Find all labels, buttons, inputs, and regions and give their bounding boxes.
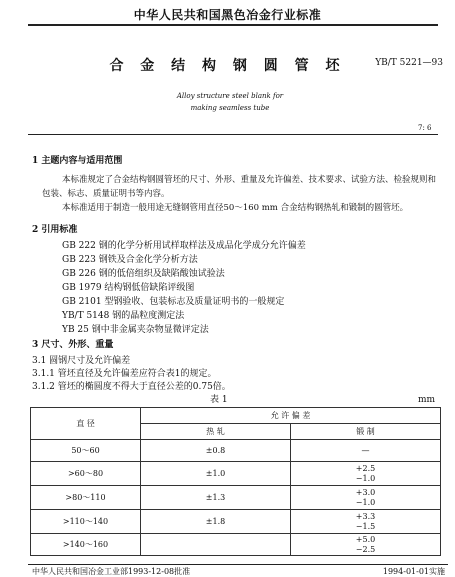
ref-item: GB 222 钢的化学分析用试样取样法及成品化学成分允许偏差	[62, 241, 306, 251]
org-title: 中华人民共和国黑色冶金行业标准	[133, 8, 322, 22]
english-title	[130, 90, 330, 114]
cell-size: >110～140	[31, 510, 141, 534]
ref-item: GB 2101 型钢验收、包装标志及质量证明书的一般规定	[62, 297, 285, 307]
cell-forged-upper: +5.0	[355, 534, 376, 544]
table-header-allowance: 允 许 偏 差	[141, 408, 441, 424]
cell-rolled: ±1.8	[141, 510, 291, 534]
table-row	[31, 534, 441, 556]
footer	[0, 566, 455, 576]
table-header-forged: 锻 制	[291, 424, 441, 440]
cell-forged-lower: −1.5	[355, 521, 376, 531]
english-title-line1: Alloy structure steel blank for	[176, 92, 284, 100]
diameter-tolerance-table	[30, 407, 441, 556]
cell-size: >60～80	[31, 462, 141, 486]
footer-rule	[28, 564, 448, 565]
ref-item: GB 226 钢的低倍组织及缺陷酸蚀试验法	[62, 269, 225, 279]
cell-rolled	[141, 534, 291, 556]
section-1-para-1a: 本标准规定了合金结构钢圆管坯的尺寸、外形、重量及允许偏差、技术要求、试验方法、检验规则和	[62, 175, 437, 185]
table-row	[31, 510, 441, 534]
cell-forged	[291, 486, 441, 510]
english-title-line2: making seamless tube	[190, 104, 270, 112]
table-unit: mm	[418, 395, 436, 405]
cell-forged-lower: −2.5	[355, 544, 376, 554]
section-1-para-1b: 包装、标志、质量证明书等内容。	[42, 189, 170, 199]
ref-item: GB 1979 结构钢低倍缺陷评级图	[62, 283, 195, 293]
table-caption: 表 1	[210, 395, 228, 405]
cell-size: >140～160	[31, 534, 141, 556]
cell-size: >80～110	[31, 486, 141, 510]
table-header-size: 直 径	[31, 408, 141, 440]
table-row	[31, 440, 441, 462]
cell-rolled: ±0.8	[141, 440, 291, 462]
margin-mark: 7: 6	[418, 124, 432, 132]
ref-item: GB 223 钢铁及合金化学分析方法	[62, 255, 198, 265]
standard-number: YB/T 5221—93	[375, 58, 443, 68]
section-1-heading: 1 主题内容与适用范围	[32, 156, 123, 166]
cell-forged-lower: −1.0	[355, 497, 376, 507]
header-rule	[28, 24, 438, 26]
ref-item: YB 25 钢中非金属夹杂物显微评定法	[62, 325, 209, 335]
table-row	[31, 462, 441, 486]
table-header-rolled: 热 轧	[141, 424, 291, 440]
section-1-para-2: 本标准适用于制造一般用途无缝钢管用直径50～160 mm 合金结构钢热轧和锻制的圆管坯。	[62, 203, 409, 213]
ref-item: YB/T 5148 钢的晶粒度测定法	[62, 311, 185, 321]
cell-forged-lower: −1.0	[355, 473, 376, 483]
cell-forged-upper: +3.3	[355, 511, 376, 521]
cell-forged	[291, 534, 441, 556]
table-row	[31, 486, 441, 510]
cell-forged-upper: +2.5	[355, 463, 376, 473]
implementation-date: 1994-01-01实施	[382, 567, 445, 576]
cell-rolled: ±1.3	[141, 486, 291, 510]
cell-forged	[291, 440, 441, 462]
title-rule	[28, 134, 438, 135]
section-3-heading: 3 尺寸、外形、重量	[32, 340, 114, 350]
section-2-heading: 2 引用标准	[32, 225, 78, 235]
clause-3-1-1: 3.1.1 管坯直径及允许偏差应符合表1的规定。	[32, 369, 217, 379]
document-title: 合 金 结 构 钢 圆 管 坯	[109, 58, 346, 74]
cell-rolled: ±1.0	[141, 462, 291, 486]
cell-forged	[291, 510, 441, 534]
cell-forged-upper: —	[361, 445, 370, 455]
approval-text: 中华人民共和国冶金工业部1993-12-08批准	[32, 567, 191, 576]
cell-forged	[291, 462, 441, 486]
cell-forged-upper: +3.0	[355, 487, 376, 497]
clause-3-1-2: 3.1.2 管坯的椭圆度不得大于直径公差的0.75倍。	[32, 382, 231, 392]
clause-3-1: 3.1 圆钢尺寸及允许偏差	[32, 356, 131, 366]
cell-size: 50～60	[31, 440, 141, 462]
